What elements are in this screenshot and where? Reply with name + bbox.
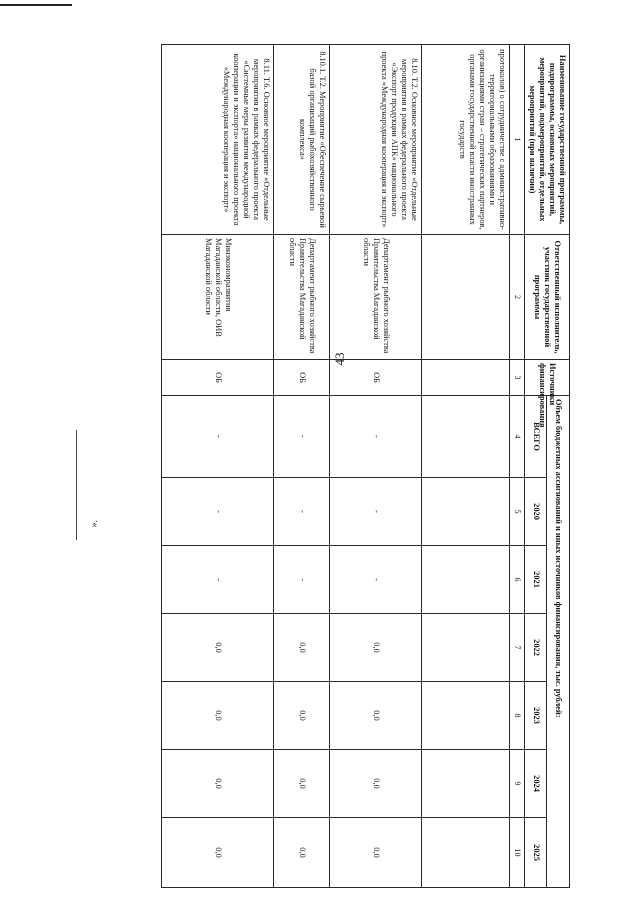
column-number: 9 [510, 750, 525, 818]
row-value: 0,0 [162, 682, 274, 750]
header-year: 2022 [524, 614, 547, 682]
column-number: 1 [510, 45, 525, 235]
row-executor: Департамент рыбного хозяйства Правительства Магаданской области [330, 235, 422, 360]
row-value: 0,0 [330, 818, 422, 888]
row-name: протоколов) о сотрудничестве с административно-территориальными образованиями и организациями стран – стратегических партнеров, органами государственной власти иностранных государств [422, 45, 510, 235]
row-value: 0,0 [162, 818, 274, 888]
row-value: - [162, 546, 274, 614]
row-executor [422, 235, 510, 360]
row-value: - [274, 478, 330, 546]
column-number: 10 [510, 818, 525, 888]
row-value: - [330, 478, 422, 546]
header-year: 2021 [524, 546, 547, 614]
header-total: ВСЕГО [524, 396, 547, 478]
row-value: 0,0 [274, 614, 330, 682]
row-value: 0,0 [274, 750, 330, 818]
row-executor: Минэкономразвития Магаданской области, ОИВ Магаданской области [162, 235, 274, 360]
row-name: 8.10.1. Т.2. Мероприятие «Обеспечение сырьевой базой организаций рыбохозяйственного комплекса» [274, 45, 330, 235]
column-number: 5 [510, 478, 525, 546]
column-number: 2 [510, 235, 525, 360]
budget-table [161, 44, 570, 888]
header-year: 2024 [524, 750, 547, 818]
header-name: Наименование государственной программы, подпрограммы, основных мероприятий, мероприятий, подмероприятий, отдельных мероприятий (при наличии) [524, 45, 569, 235]
row-value: 0,0 [162, 614, 274, 682]
column-number: 7 [510, 614, 525, 682]
row-value [422, 546, 510, 614]
row-source [422, 360, 510, 396]
row-value: 0,0 [274, 818, 330, 888]
row-value [422, 478, 510, 546]
row-value: 0,0 [274, 682, 330, 750]
header-executor: Ответственный исполнитель, участник государственной программы [524, 235, 569, 360]
row-value: 0,0 [330, 614, 422, 682]
header-funding: Объем бюджетных ассигнований и иных источников финансирования, тыс. рублей: [547, 396, 570, 888]
table-row [330, 45, 422, 888]
closing-line [76, 430, 77, 540]
row-value [422, 614, 510, 682]
table-row [422, 45, 510, 888]
header-source: Источники финансирования [524, 360, 569, 396]
page-number: 43 [332, 352, 347, 366]
header-year: 2023 [524, 682, 547, 750]
row-source: ОБ [162, 360, 274, 396]
row-source: ОБ [330, 360, 422, 396]
row-value [422, 682, 510, 750]
table-row [162, 45, 274, 888]
column-number: 6 [510, 546, 525, 614]
header-year: 2025 [524, 818, 547, 888]
column-number: 3 [510, 360, 525, 396]
closing-mark: ». [89, 520, 100, 528]
row-executor: Департамент рыбного хозяйства Правительства Магаданской области [274, 235, 330, 360]
row-value: - [274, 396, 330, 478]
row-value: - [330, 396, 422, 478]
row-value: - [162, 396, 274, 478]
row-value: - [330, 546, 422, 614]
row-value: - [162, 478, 274, 546]
row-value: 0,0 [330, 750, 422, 818]
row-value [422, 396, 510, 478]
row-value [422, 818, 510, 888]
column-number: 8 [510, 682, 525, 750]
column-number-row [510, 45, 525, 888]
row-source: ОБ [274, 360, 330, 396]
row-name: 8.10. Т.2. Основное мероприятие «Отдельные мероприятия в рамках федерального проекта «Экспорт продукции АПК» национального проекта «Международная кооперация и экспорт» [330, 45, 422, 235]
row-value: 0,0 [330, 682, 422, 750]
header-year: 2020 [524, 478, 547, 546]
table-row [274, 45, 330, 888]
row-name: 8.11. Т.6. Основное мероприятие «Отдельные мероприятия в рамках федерального проекта «Системные меры развития международной кооперации и экспорта» национального проекта «Международная кооперация и экспорт» [162, 45, 274, 235]
row-value [422, 750, 510, 818]
column-number: 4 [510, 396, 525, 478]
header-row-1 [547, 45, 570, 888]
row-value: 0,0 [162, 750, 274, 818]
row-value: - [274, 546, 330, 614]
